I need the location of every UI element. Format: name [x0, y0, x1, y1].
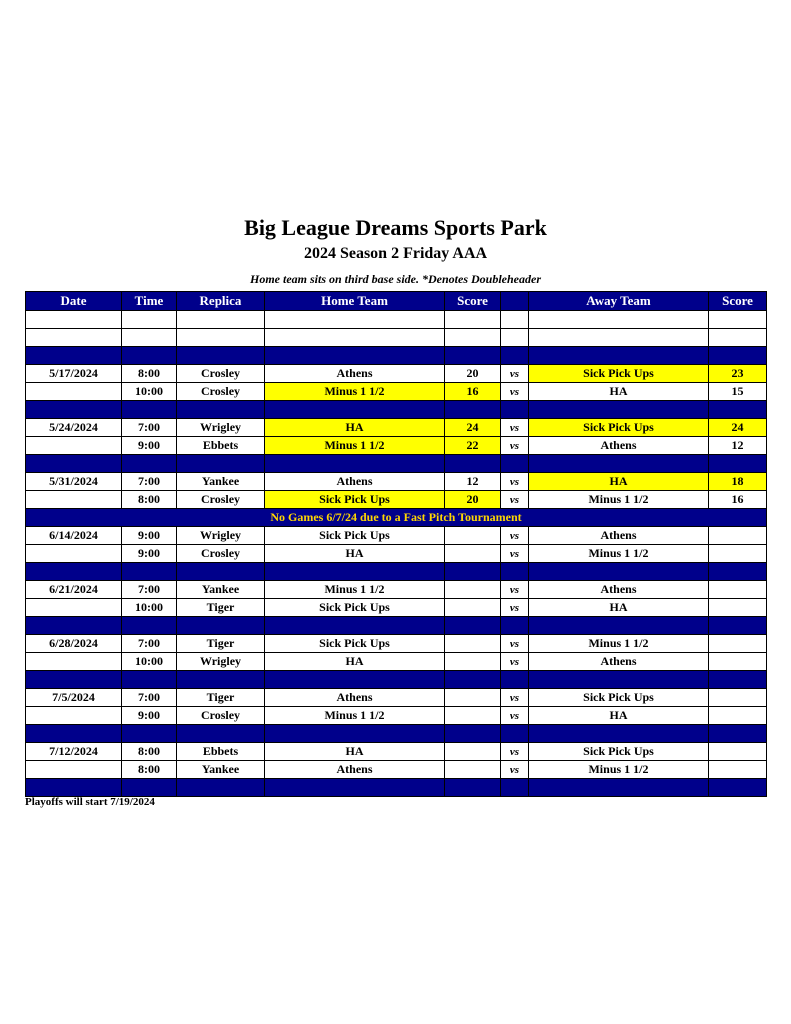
empty-cell — [445, 671, 501, 689]
home-team-cell: Sick Pick Ups — [265, 599, 445, 617]
empty-cell — [122, 311, 177, 329]
time-cell: 7:00 — [122, 635, 177, 653]
replica-cell: Tiger — [177, 599, 265, 617]
home-score-cell: 12 — [445, 473, 501, 491]
time-cell: 10:00 — [122, 653, 177, 671]
empty-cell — [26, 617, 122, 635]
away-score-cell — [709, 545, 767, 563]
away-team-cell: Athens — [529, 437, 709, 455]
home-team-cell: Sick Pick Ups — [265, 635, 445, 653]
time-cell: 7:00 — [122, 419, 177, 437]
replica-cell: Yankee — [177, 761, 265, 779]
replica-cell: Tiger — [177, 635, 265, 653]
replica-cell: Wrigley — [177, 653, 265, 671]
date-cell: 7/12/2024 — [26, 743, 122, 761]
separator-row — [26, 347, 767, 365]
empty-cell — [529, 347, 709, 365]
home-team-cell: Athens — [265, 689, 445, 707]
away-team-cell: Minus 1 1/2 — [529, 491, 709, 509]
separator-row — [26, 563, 767, 581]
empty-cell — [265, 401, 445, 419]
home-team-cell: Athens — [265, 761, 445, 779]
home-score-cell — [445, 653, 501, 671]
vs-cell: vs — [501, 653, 529, 671]
empty-cell — [26, 311, 122, 329]
vs-cell: vs — [501, 599, 529, 617]
date-cell: 5/17/2024 — [26, 365, 122, 383]
time-cell: 7:00 — [122, 581, 177, 599]
away-score-cell: 16 — [709, 491, 767, 509]
blank-row — [26, 329, 767, 347]
empty-cell — [26, 455, 122, 473]
replica-cell: Crosley — [177, 383, 265, 401]
away-score-cell — [709, 653, 767, 671]
empty-cell — [177, 311, 265, 329]
replica-cell: Ebbets — [177, 437, 265, 455]
replica-cell: Crosley — [177, 491, 265, 509]
empty-cell — [501, 329, 529, 347]
empty-cell — [529, 401, 709, 419]
empty-cell — [709, 617, 767, 635]
col-date-header: Date — [26, 292, 122, 311]
separator-row — [26, 617, 767, 635]
page-subtitle: 2024 Season 2 Friday AAA — [303, 245, 488, 262]
playoffs-note: Playoffs will start 7/19/2024 — [25, 796, 155, 808]
empty-cell — [26, 347, 122, 365]
empty-cell — [26, 725, 122, 743]
empty-cell — [501, 671, 529, 689]
time-cell: 9:00 — [122, 707, 177, 725]
away-score-cell — [709, 743, 767, 761]
empty-cell — [529, 779, 709, 797]
away-team-cell: Athens — [529, 527, 709, 545]
empty-cell — [709, 563, 767, 581]
header-row — [26, 292, 767, 311]
empty-cell — [445, 329, 501, 347]
date-cell: 6/21/2024 — [26, 581, 122, 599]
schedule-table — [25, 291, 767, 797]
date-cell — [26, 653, 122, 671]
empty-cell — [445, 563, 501, 581]
empty-cell — [26, 401, 122, 419]
empty-cell — [265, 563, 445, 581]
separator-row — [26, 455, 767, 473]
away-score-cell: 18 — [709, 473, 767, 491]
time-cell: 9:00 — [122, 545, 177, 563]
blank-row — [26, 311, 767, 329]
table-row — [26, 743, 767, 761]
replica-cell: Yankee — [177, 581, 265, 599]
table-row — [26, 707, 767, 725]
home-score-cell — [445, 545, 501, 563]
table-row — [26, 473, 767, 491]
empty-cell — [445, 725, 501, 743]
away-score-cell — [709, 599, 767, 617]
vs-cell: vs — [501, 527, 529, 545]
empty-cell — [26, 563, 122, 581]
empty-cell — [529, 329, 709, 347]
empty-cell — [529, 563, 709, 581]
vs-cell: vs — [501, 491, 529, 509]
vs-cell: vs — [501, 365, 529, 383]
empty-cell — [445, 617, 501, 635]
replica-cell: Yankee — [177, 473, 265, 491]
vs-cell: vs — [501, 437, 529, 455]
away-score-cell: 24 — [709, 419, 767, 437]
empty-cell — [122, 455, 177, 473]
page-title: Big League Dreams Sports Park — [244, 215, 547, 240]
date-cell — [26, 707, 122, 725]
empty-cell — [709, 401, 767, 419]
away-team-cell: Minus 1 1/2 — [529, 761, 709, 779]
date-cell — [26, 599, 122, 617]
empty-cell — [709, 671, 767, 689]
away-score-cell — [709, 707, 767, 725]
away-team-cell: Athens — [529, 581, 709, 599]
schedule-note: Home team sits on third base side. *Denotes Doubleheader — [250, 272, 541, 286]
empty-cell — [265, 617, 445, 635]
home-score-cell — [445, 743, 501, 761]
away-team-cell: HA — [529, 707, 709, 725]
col-home-score-header: Score — [445, 292, 501, 311]
time-cell: 10:00 — [122, 383, 177, 401]
empty-cell — [445, 347, 501, 365]
vs-cell: vs — [501, 689, 529, 707]
home-score-cell: 24 — [445, 419, 501, 437]
empty-cell — [501, 563, 529, 581]
empty-cell — [177, 617, 265, 635]
empty-cell — [26, 329, 122, 347]
replica-cell: Tiger — [177, 689, 265, 707]
empty-cell — [26, 671, 122, 689]
away-team-cell: Athens — [529, 653, 709, 671]
separator-row — [26, 725, 767, 743]
replica-cell: Crosley — [177, 545, 265, 563]
away-score-cell: 15 — [709, 383, 767, 401]
home-score-cell: 16 — [445, 383, 501, 401]
home-score-cell — [445, 689, 501, 707]
table-row — [26, 491, 767, 509]
empty-cell — [265, 329, 445, 347]
away-team-cell: Sick Pick Ups — [529, 365, 709, 383]
empty-cell — [501, 455, 529, 473]
time-cell: 10:00 — [122, 599, 177, 617]
home-score-cell — [445, 599, 501, 617]
notice-row — [26, 509, 767, 527]
empty-cell — [529, 671, 709, 689]
empty-cell — [177, 671, 265, 689]
col-away-team-header: Away Team — [529, 292, 709, 311]
col-away-score-header: Score — [709, 292, 767, 311]
home-team-cell: Athens — [265, 365, 445, 383]
away-score-cell: 12 — [709, 437, 767, 455]
empty-cell — [445, 401, 501, 419]
empty-cell — [122, 671, 177, 689]
time-cell: 9:00 — [122, 527, 177, 545]
home-team-cell: Sick Pick Ups — [265, 491, 445, 509]
vs-cell: vs — [501, 635, 529, 653]
empty-cell — [709, 455, 767, 473]
home-score-cell — [445, 707, 501, 725]
home-score-cell: 20 — [445, 365, 501, 383]
time-cell: 8:00 — [122, 761, 177, 779]
empty-cell — [122, 725, 177, 743]
col-replica-header: Replica — [177, 292, 265, 311]
empty-cell — [709, 725, 767, 743]
empty-cell — [501, 401, 529, 419]
empty-cell — [265, 455, 445, 473]
table-row — [26, 527, 767, 545]
empty-cell — [265, 311, 445, 329]
table-row — [26, 761, 767, 779]
vs-cell: vs — [501, 545, 529, 563]
schedule-body — [26, 311, 767, 797]
separator-row — [26, 671, 767, 689]
empty-cell — [177, 329, 265, 347]
away-score-cell — [709, 527, 767, 545]
date-cell — [26, 383, 122, 401]
home-team-cell: HA — [265, 419, 445, 437]
table-row — [26, 383, 767, 401]
col-home-team-header: Home Team — [265, 292, 445, 311]
empty-cell — [501, 725, 529, 743]
home-score-cell: 20 — [445, 491, 501, 509]
away-team-cell: Minus 1 1/2 — [529, 635, 709, 653]
table-row — [26, 653, 767, 671]
away-score-cell — [709, 761, 767, 779]
home-score-cell — [445, 527, 501, 545]
empty-cell — [529, 617, 709, 635]
date-cell — [26, 437, 122, 455]
empty-cell — [529, 311, 709, 329]
empty-cell — [122, 563, 177, 581]
empty-cell — [177, 563, 265, 581]
table-row — [26, 635, 767, 653]
empty-cell — [709, 329, 767, 347]
table-row — [26, 365, 767, 383]
replica-cell: Wrigley — [177, 527, 265, 545]
separator-row — [26, 401, 767, 419]
empty-cell — [709, 779, 767, 797]
vs-cell: vs — [501, 581, 529, 599]
empty-cell — [177, 401, 265, 419]
vs-cell: vs — [501, 419, 529, 437]
empty-cell — [26, 779, 122, 797]
empty-cell — [177, 725, 265, 743]
vs-cell: vs — [501, 743, 529, 761]
empty-cell — [177, 779, 265, 797]
home-team-cell: Minus 1 1/2 — [265, 707, 445, 725]
table-row — [26, 689, 767, 707]
replica-cell: Crosley — [177, 365, 265, 383]
time-cell: 8:00 — [122, 365, 177, 383]
time-cell: 8:00 — [122, 491, 177, 509]
away-score-cell — [709, 689, 767, 707]
home-team-cell: Athens — [265, 473, 445, 491]
table-row — [26, 545, 767, 563]
away-team-cell: Sick Pick Ups — [529, 419, 709, 437]
replica-cell: Wrigley — [177, 419, 265, 437]
away-team-cell: Sick Pick Ups — [529, 689, 709, 707]
away-team-cell: HA — [529, 473, 709, 491]
date-cell: 5/31/2024 — [26, 473, 122, 491]
time-cell: 7:00 — [122, 473, 177, 491]
empty-cell — [445, 311, 501, 329]
empty-cell — [709, 347, 767, 365]
vs-cell: vs — [501, 707, 529, 725]
home-score-cell — [445, 761, 501, 779]
empty-cell — [501, 347, 529, 365]
empty-cell — [122, 617, 177, 635]
empty-cell — [265, 779, 445, 797]
col-vs-header — [501, 292, 529, 311]
empty-cell — [445, 779, 501, 797]
notice-text: No Games 6/7/24 due to a Fast Pitch Tournament — [26, 509, 767, 527]
separator-row — [26, 779, 767, 797]
date-cell: 6/28/2024 — [26, 635, 122, 653]
home-team-cell: Minus 1 1/2 — [265, 437, 445, 455]
table-row — [26, 419, 767, 437]
date-cell — [26, 545, 122, 563]
empty-cell — [265, 725, 445, 743]
time-cell: 7:00 — [122, 689, 177, 707]
empty-cell — [122, 779, 177, 797]
date-cell: 5/24/2024 — [26, 419, 122, 437]
empty-cell — [445, 455, 501, 473]
col-time-header: Time — [122, 292, 177, 311]
empty-cell — [177, 455, 265, 473]
date-cell — [26, 491, 122, 509]
home-team-cell: HA — [265, 545, 445, 563]
empty-cell — [501, 617, 529, 635]
away-team-cell: Sick Pick Ups — [529, 743, 709, 761]
date-cell: 6/14/2024 — [26, 527, 122, 545]
home-team-cell: HA — [265, 653, 445, 671]
empty-cell — [122, 401, 177, 419]
empty-cell — [122, 329, 177, 347]
replica-cell: Ebbets — [177, 743, 265, 761]
empty-cell — [177, 347, 265, 365]
table-row — [26, 581, 767, 599]
empty-cell — [529, 455, 709, 473]
home-score-cell — [445, 635, 501, 653]
away-team-cell: Minus 1 1/2 — [529, 545, 709, 563]
away-team-cell: HA — [529, 599, 709, 617]
empty-cell — [265, 671, 445, 689]
home-score-cell — [445, 581, 501, 599]
date-cell: 7/5/2024 — [26, 689, 122, 707]
vs-cell: vs — [501, 473, 529, 491]
empty-cell — [501, 779, 529, 797]
time-cell: 8:00 — [122, 743, 177, 761]
table-row — [26, 437, 767, 455]
empty-cell — [529, 725, 709, 743]
home-team-cell: Minus 1 1/2 — [265, 383, 445, 401]
time-cell: 9:00 — [122, 437, 177, 455]
home-team-cell: Sick Pick Ups — [265, 527, 445, 545]
away-score-cell — [709, 581, 767, 599]
date-cell — [26, 761, 122, 779]
empty-cell — [265, 347, 445, 365]
table-row — [26, 599, 767, 617]
vs-cell: vs — [501, 383, 529, 401]
away-team-cell: HA — [529, 383, 709, 401]
away-score-cell — [709, 635, 767, 653]
vs-cell: vs — [501, 761, 529, 779]
empty-cell — [501, 311, 529, 329]
replica-cell: Crosley — [177, 707, 265, 725]
empty-cell — [122, 347, 177, 365]
away-score-cell: 23 — [709, 365, 767, 383]
home-team-cell: HA — [265, 743, 445, 761]
home-score-cell: 22 — [445, 437, 501, 455]
home-team-cell: Minus 1 1/2 — [265, 581, 445, 599]
empty-cell — [709, 311, 767, 329]
